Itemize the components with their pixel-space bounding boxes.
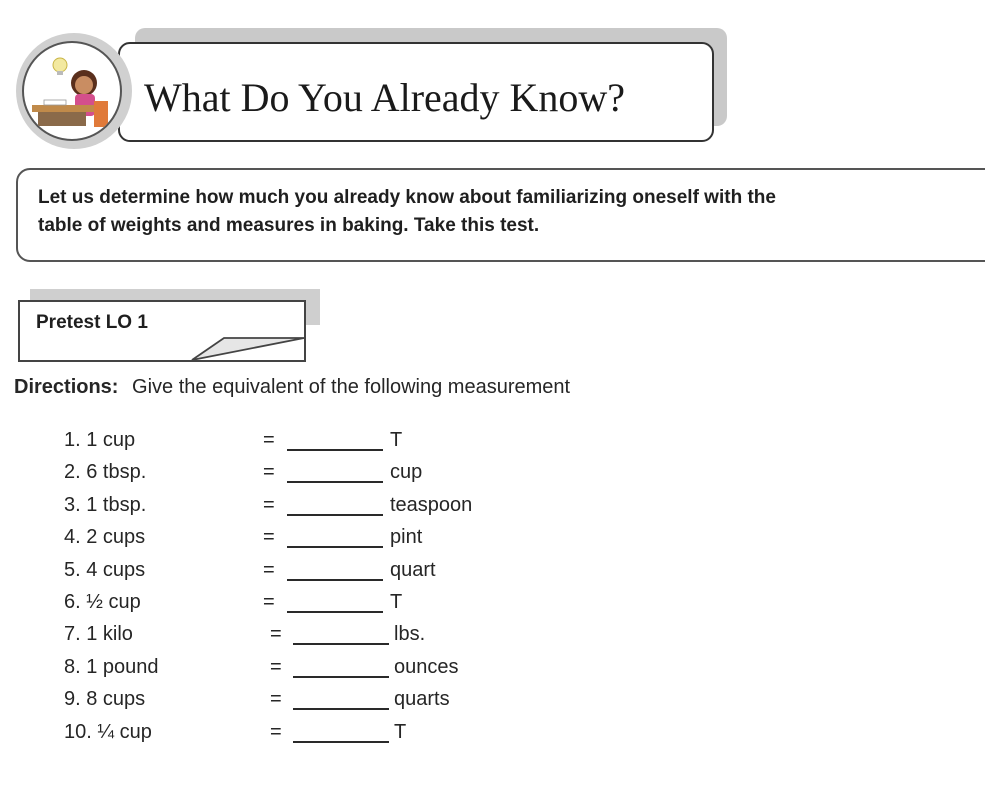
answer-blank[interactable] <box>293 708 389 710</box>
page-title: What Do You Already Know? <box>144 75 626 120</box>
question-item <box>0 429 600 461</box>
question-item <box>0 559 600 591</box>
equals-sign: = <box>270 623 282 646</box>
answer-blank[interactable] <box>287 481 383 483</box>
answer-unit: T <box>394 720 407 743</box>
answer-unit: lbs. <box>394 623 426 646</box>
answer-blank[interactable] <box>293 741 389 743</box>
answer-unit: quarts <box>394 688 450 711</box>
answer-blank[interactable] <box>287 546 383 548</box>
intro-line-2: table of weights and measures in baking. Take this test. <box>38 215 540 236</box>
intro-text <box>38 184 983 240</box>
answer-blank[interactable] <box>287 514 383 516</box>
equals-sign: = <box>263 429 275 451</box>
answer-blank[interactable] <box>293 643 389 645</box>
question-item <box>0 494 600 526</box>
answer-unit: pint <box>390 526 423 549</box>
answer-blank[interactable] <box>293 676 389 678</box>
question-item <box>0 461 600 493</box>
question-text: 9. 8 cups <box>64 688 146 711</box>
equals-sign: = <box>263 590 275 613</box>
answer-blank[interactable] <box>287 449 383 451</box>
directions-label: Directions: <box>14 376 119 398</box>
directions <box>14 376 570 399</box>
directions-text: Give the equivalent of the following measurement <box>132 376 571 398</box>
answer-unit: T <box>390 590 403 613</box>
question-item <box>0 526 600 558</box>
question-list <box>0 429 600 753</box>
question-text: 5. 4 cups <box>64 558 146 581</box>
question-text: 10. ¼ cup <box>64 720 152 743</box>
intro-line-1: Let us determine how much you already know about familiarizing oneself with the <box>38 187 776 208</box>
equals-sign: = <box>263 461 275 484</box>
equals-sign: = <box>263 558 275 581</box>
question-text: 6. ½ cup <box>64 590 141 613</box>
question-item <box>0 591 600 623</box>
answer-unit: ounces <box>394 655 459 678</box>
question-item <box>0 721 600 753</box>
question-text: 2. 6 tbsp. <box>64 461 147 484</box>
answer-blank[interactable] <box>287 611 383 613</box>
answer-unit: quart <box>390 558 436 581</box>
equals-sign: = <box>263 493 275 516</box>
answer-unit: teaspoon <box>390 493 473 516</box>
answer-unit: T <box>390 429 403 451</box>
student-at-desk-icon <box>22 41 122 141</box>
question-text: 1. 1 cup <box>64 429 136 451</box>
page-fold-icon <box>190 334 310 364</box>
question-text: 8. 1 pound <box>64 655 159 678</box>
question-text: 4. 2 cups <box>64 526 146 549</box>
equals-sign: = <box>270 655 282 678</box>
pretest-label: Pretest LO 1 <box>36 312 148 333</box>
question-text: 3. 1 tbsp. <box>64 493 147 516</box>
equals-sign: = <box>270 688 282 711</box>
equals-sign: = <box>270 720 282 743</box>
equals-sign: = <box>263 526 275 549</box>
question-item <box>0 688 600 720</box>
answer-blank[interactable] <box>287 579 383 581</box>
question-text: 7. 1 kilo <box>64 623 133 646</box>
question-item <box>0 656 600 688</box>
question-item <box>0 623 600 655</box>
answer-unit: cup <box>390 461 423 484</box>
